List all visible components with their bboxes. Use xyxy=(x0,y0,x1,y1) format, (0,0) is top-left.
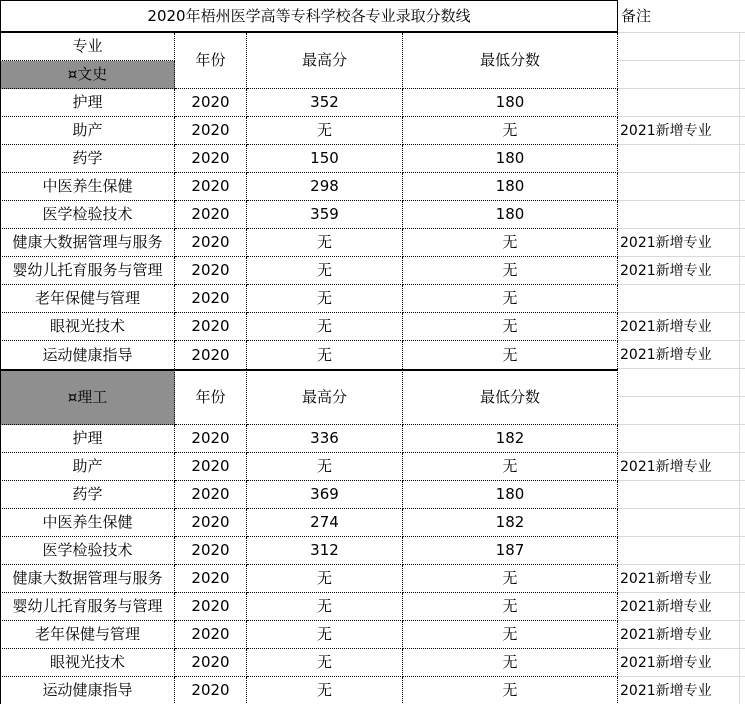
min-score-cell: 180 xyxy=(403,145,618,173)
min-score-cell: 无 xyxy=(403,229,618,257)
gridline-sliver-cell xyxy=(740,481,745,509)
gridline-sliver-cell xyxy=(740,173,745,201)
max-score-cell: 无 xyxy=(247,621,403,649)
max-score-cell: 352 xyxy=(247,89,403,117)
gridline-sliver-cell xyxy=(740,285,745,313)
gridline-sliver-cell xyxy=(740,33,745,61)
year-cell: 2020 xyxy=(175,537,247,565)
gridline-sliver-cell xyxy=(740,369,745,397)
max-score-cell: 150 xyxy=(247,145,403,173)
year-cell: 2020 xyxy=(175,229,247,257)
min-score-cell: 无 xyxy=(403,313,618,341)
remark-cell xyxy=(618,61,740,89)
max-score-cell: 274 xyxy=(247,509,403,537)
major-cell: 运动健康指导 xyxy=(0,677,175,704)
major-header-cell: 专业 xyxy=(0,33,175,61)
min-score-cell: 180 xyxy=(403,173,618,201)
year-header-cell: 年份 xyxy=(175,33,247,89)
major-cell: 老年保健与管理 xyxy=(0,621,175,649)
max-score-cell: 369 xyxy=(247,481,403,509)
year-cell: 2020 xyxy=(175,117,247,145)
min-score-cell: 无 xyxy=(403,117,618,145)
gridline-sliver-cell xyxy=(740,229,745,257)
gridline-sliver-cell xyxy=(740,313,745,341)
major-cell: 婴幼儿托育服务与管理 xyxy=(0,257,175,285)
remark-cell xyxy=(618,369,740,397)
max-score-cell: 无 xyxy=(247,649,403,677)
year-cell: 2020 xyxy=(175,481,247,509)
remark-cell: 2021新增专业 xyxy=(618,313,740,341)
remark-cell xyxy=(618,89,740,117)
table-title: 2020年梧州医学高等专科学校各专业录取分数线 xyxy=(0,0,618,33)
max-score-cell: 无 xyxy=(247,677,403,704)
min-score-cell: 无 xyxy=(403,565,618,593)
year-cell: 2020 xyxy=(175,593,247,621)
gridline-sliver-cell xyxy=(740,649,745,677)
max-score-cell: 298 xyxy=(247,173,403,201)
max-score-cell: 无 xyxy=(247,117,403,145)
gridline-sliver-cell xyxy=(740,341,745,369)
min-score-cell: 无 xyxy=(403,677,618,704)
major-cell: 老年保健与管理 xyxy=(0,285,175,313)
gridline-sliver-cell xyxy=(740,145,745,173)
min-score-cell: 187 xyxy=(403,537,618,565)
max-score-cell: 312 xyxy=(247,537,403,565)
year-cell: 2020 xyxy=(175,313,247,341)
year-cell: 2020 xyxy=(175,201,247,229)
remark-cell: 2021新增专业 xyxy=(618,229,740,257)
max-score-cell: 无 xyxy=(247,285,403,313)
max-score-cell: 无 xyxy=(247,313,403,341)
remark-cell xyxy=(618,509,740,537)
year-cell: 2020 xyxy=(175,89,247,117)
remark-cell xyxy=(618,285,740,313)
max-score-cell: 无 xyxy=(247,565,403,593)
remark-cell: 2021新增专业 xyxy=(618,341,740,369)
remark-cell: 2021新增专业 xyxy=(618,565,740,593)
min-score-cell: 无 xyxy=(403,257,618,285)
gridline-sliver-cell xyxy=(740,397,745,425)
year-cell: 2020 xyxy=(175,285,247,313)
major-cell: 婴幼儿托育服务与管理 xyxy=(0,593,175,621)
remark-cell: 2021新增专业 xyxy=(618,117,740,145)
min-score-cell: 182 xyxy=(403,425,618,453)
gridline-sliver-cell xyxy=(740,453,745,481)
min-score-cell: 180 xyxy=(403,89,618,117)
major-cell: 助产 xyxy=(0,117,175,145)
gridline-sliver-cell xyxy=(740,593,745,621)
remark-cell: 2021新增专业 xyxy=(618,453,740,481)
year-cell: 2020 xyxy=(175,341,247,369)
max-score-header-cell: 最高分 xyxy=(247,33,403,89)
remark-cell: 2021新增专业 xyxy=(618,257,740,285)
remark-cell xyxy=(618,33,740,61)
remark-cell: 2021新增专业 xyxy=(618,677,740,704)
min-score-header-cell: 最低分数 xyxy=(403,369,618,425)
remark-cell xyxy=(618,201,740,229)
year-cell: 2020 xyxy=(175,565,247,593)
min-score-cell: 182 xyxy=(403,509,618,537)
max-score-header-cell: 最高分 xyxy=(247,369,403,425)
major-cell: 助产 xyxy=(0,453,175,481)
year-cell: 2020 xyxy=(175,173,247,201)
gridline-sliver-cell xyxy=(740,201,745,229)
remark-cell: 2021新增专业 xyxy=(618,593,740,621)
gridline-sliver-cell xyxy=(740,621,745,649)
year-cell: 2020 xyxy=(175,621,247,649)
remark-cell: 2021新增专业 xyxy=(618,649,740,677)
year-cell: 2020 xyxy=(175,509,247,537)
min-score-cell: 无 xyxy=(403,593,618,621)
remark-cell: 2021新增专业 xyxy=(618,621,740,649)
category-cell-wenshi: ¤文史 xyxy=(0,61,175,89)
max-score-cell: 无 xyxy=(247,341,403,369)
major-cell: 运动健康指导 xyxy=(0,341,175,369)
min-score-cell: 180 xyxy=(403,481,618,509)
gridline-sliver-cell xyxy=(740,565,745,593)
major-cell: 药学 xyxy=(0,145,175,173)
max-score-cell: 359 xyxy=(247,201,403,229)
remark-cell xyxy=(618,145,740,173)
gridline-sliver-cell xyxy=(740,117,745,145)
major-cell: 眼视光技术 xyxy=(0,313,175,341)
max-score-cell: 无 xyxy=(247,229,403,257)
major-cell: 药学 xyxy=(0,481,175,509)
min-score-cell: 无 xyxy=(403,649,618,677)
max-score-cell: 无 xyxy=(247,257,403,285)
year-cell: 2020 xyxy=(175,257,247,285)
remark-cell xyxy=(618,481,740,509)
min-score-cell: 无 xyxy=(403,285,618,313)
min-score-cell: 无 xyxy=(403,621,618,649)
major-cell: 眼视光技术 xyxy=(0,649,175,677)
year-cell: 2020 xyxy=(175,145,247,173)
min-score-header-cell: 最低分数 xyxy=(403,33,618,89)
year-cell: 2020 xyxy=(175,453,247,481)
max-score-cell: 无 xyxy=(247,593,403,621)
gridline-sliver-cell xyxy=(740,257,745,285)
year-cell: 2020 xyxy=(175,649,247,677)
gridline-sliver-cell xyxy=(740,537,745,565)
min-score-cell: 180 xyxy=(403,201,618,229)
gridline-sliver-cell xyxy=(740,509,745,537)
remark-cell xyxy=(618,397,740,425)
major-cell: 健康大数据管理与服务 xyxy=(0,565,175,593)
gridline-sliver-cell xyxy=(740,61,745,89)
major-cell: 医学检验技术 xyxy=(0,201,175,229)
major-cell: 医学检验技术 xyxy=(0,537,175,565)
major-cell: 护理 xyxy=(0,425,175,453)
min-score-cell: 无 xyxy=(403,453,618,481)
max-score-cell: 无 xyxy=(247,453,403,481)
major-cell: 中医养生保健 xyxy=(0,173,175,201)
gridline-sliver-cell xyxy=(740,677,745,704)
major-cell: 健康大数据管理与服务 xyxy=(0,229,175,257)
year-header-cell: 年份 xyxy=(175,369,247,425)
remark-cell xyxy=(618,425,740,453)
gridline-sliver-cell xyxy=(740,89,745,117)
year-cell: 2020 xyxy=(175,425,247,453)
remark-header-cell: 备注 xyxy=(618,0,745,33)
major-cell: 护理 xyxy=(0,89,175,117)
max-score-cell: 336 xyxy=(247,425,403,453)
gridline-sliver-cell xyxy=(740,425,745,453)
major-cell: 中医养生保健 xyxy=(0,509,175,537)
remark-cell xyxy=(618,537,740,565)
year-cell: 2020 xyxy=(175,677,247,704)
category-cell-ligong: ¤理工 xyxy=(0,369,175,425)
min-score-cell: 无 xyxy=(403,341,618,369)
remark-cell xyxy=(618,173,740,201)
